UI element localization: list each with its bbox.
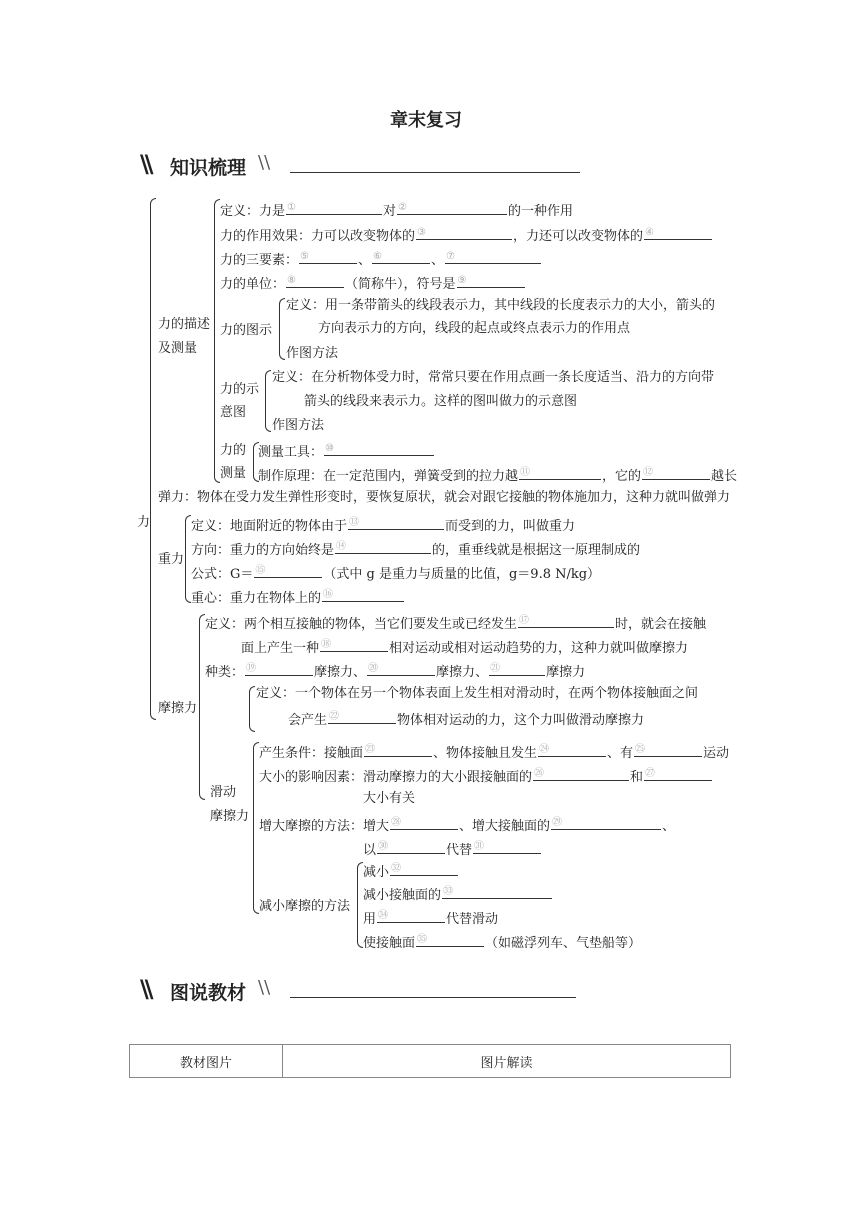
shiyi-brace [265, 370, 271, 432]
shiyi-definition: 箭头的线段来表示力。这样的图叫做力的示意图 [304, 394, 578, 409]
line-unit: 力的单位： ⑧ （简称牛），符号是 ⑨ [220, 273, 526, 294]
table-row [130, 1045, 731, 1078]
root-brace [150, 198, 156, 720]
friction-kinds: 种类： ⑲ 摩擦力、 ⑳ 摩擦力、 ㉑ 摩擦力 [205, 663, 586, 680]
section-header-textbook [140, 975, 580, 1005]
root-label: 力 [137, 515, 151, 530]
tushi-definition: 方向表示力的方向，线段的起点或终点表示力的作用点 [318, 321, 631, 336]
section-title: 知识梳理 [170, 157, 247, 179]
thin-slash-icon: \\ [258, 152, 271, 173]
page-title: 章末复习 [390, 110, 462, 131]
line-effect: 力的作用效果：力可以改变物体的 ③ ，力还可以改变物体的 ④ [220, 225, 713, 246]
sliding-influence: 大小的影响因素：滑动摩擦力的大小跟接触面的 ㉖ 和 ㉗ [259, 766, 713, 787]
gravity-center: 重心：重力在物体上的 ⑯ [191, 587, 405, 608]
line-definition: 定义：力是 ① 对 ② 的一种作用 [220, 202, 574, 219]
shiyi-method: 作图方法 [272, 418, 325, 433]
friction-brace [199, 614, 205, 800]
gravity-definition: 定义：地面附近的物体由于 ⑬ 而受到的力，叫做重力 [191, 517, 576, 534]
increase-friction: 以 ㉚ 代替 ㉛ [363, 839, 542, 860]
header-rule [290, 997, 576, 998]
table-header-cell: 教材图片 [130, 1045, 283, 1078]
section-title: 图说教材 [170, 982, 247, 1004]
sliding-definition: 会产生 ㉒ 物体相对运动的力，这个力叫做滑动摩擦力 [288, 711, 645, 728]
decrease-friction: 用 ㉞ 代替滑动 [363, 910, 499, 927]
increase-friction: 增大摩擦的方法：增大 ㉘ 、增大接触面的 ㉙ 、 [259, 817, 676, 834]
subcategory-label: 滑动 [210, 785, 237, 800]
subcategory-label: 减小摩擦的方法 [259, 899, 351, 914]
sliding-condition: 产生条件：接触面 ㉓ 、物体接触且发生 ㉔ 、有 ㉕ 运动 [259, 744, 730, 761]
decrease-friction: 使接触面 ㉟ （如磁浮列车、气垫船等） [363, 934, 642, 951]
tushi-brace [279, 298, 285, 360]
category-label: 重力 [158, 552, 185, 567]
line-three-elements: 力的三要素： ⑤ 、 ⑥ 、 ⑦ [220, 249, 542, 270]
category-label: 及测量 [158, 341, 198, 356]
gravity-direction: 方向：重力的方向始终是 ⑭ 的，重垂线就是根据这一原理制成的 [191, 541, 641, 558]
friction-definition: 定义：两个相互接触的物体，当它们要发生或已经发生 ⑰ 时，就会在接触 [205, 615, 707, 632]
line-elastic: 弹力：物体在受力发生弹性形变时，要恢复原状，就会对跟它接触的物体施加力，这种力就叫做弹力 [158, 490, 731, 505]
friction-definition: 面上产生一种 ⑱ 相对运动或相对运动趋势的力，这种力就叫做摩擦力 [241, 639, 689, 656]
gravity-formula: 公式：G＝ ⑮ （式中 g 是重力与质量的比值，g＝9.8 N/kg） [191, 565, 601, 582]
subcategory-label: 力的示 [220, 382, 260, 397]
decrease-friction: 减小接触面的 ㉝ [363, 884, 553, 905]
tushi-definition: 定义：用一条带箭头的线段表示力，其中线段的长度表示力的大小，箭头的 [286, 298, 716, 313]
line-tool: 测量工具： ⑩ [258, 441, 435, 462]
category-label: 力的描述 [158, 317, 211, 332]
textbook-table [129, 1044, 731, 1078]
subcategory-label: 意图 [220, 405, 247, 420]
subcategory-label: 力的图示 [220, 323, 273, 338]
double-slash-icon: \\ [140, 975, 150, 1003]
thin-slash-icon: \\ [258, 977, 271, 998]
header-rule [290, 172, 580, 173]
sliding-definition: 定义：一个物体在另一个物体表面上发生相对滑动时，在两个物体接触面之间 [256, 686, 699, 701]
subcategory-label: 摩擦力 [210, 809, 250, 824]
sliding-influence: 大小有关 [363, 791, 416, 806]
line-principle: 制作原理：在一定范围内，弹簧受到的拉力越 ⑪ ，它的 ⑫ 越长 [258, 467, 738, 484]
subcategory-label: 力的 [220, 443, 247, 458]
category-label: 摩擦力 [158, 701, 198, 716]
table-header-cell: 图片解读 [283, 1045, 731, 1078]
sliding-def-brace [249, 686, 255, 732]
decrease-friction: 减小 ㉜ [363, 861, 459, 882]
double-slash-icon: \\ [140, 150, 150, 178]
shiyi-definition: 定义：在分析物体受力时，常常只要在作用点画一条长度适当、沿力的方向带 [272, 370, 715, 385]
subcategory-label: 测量 [220, 466, 247, 481]
section-header-knowledge [140, 150, 580, 180]
tushi-method: 作图方法 [286, 346, 339, 361]
